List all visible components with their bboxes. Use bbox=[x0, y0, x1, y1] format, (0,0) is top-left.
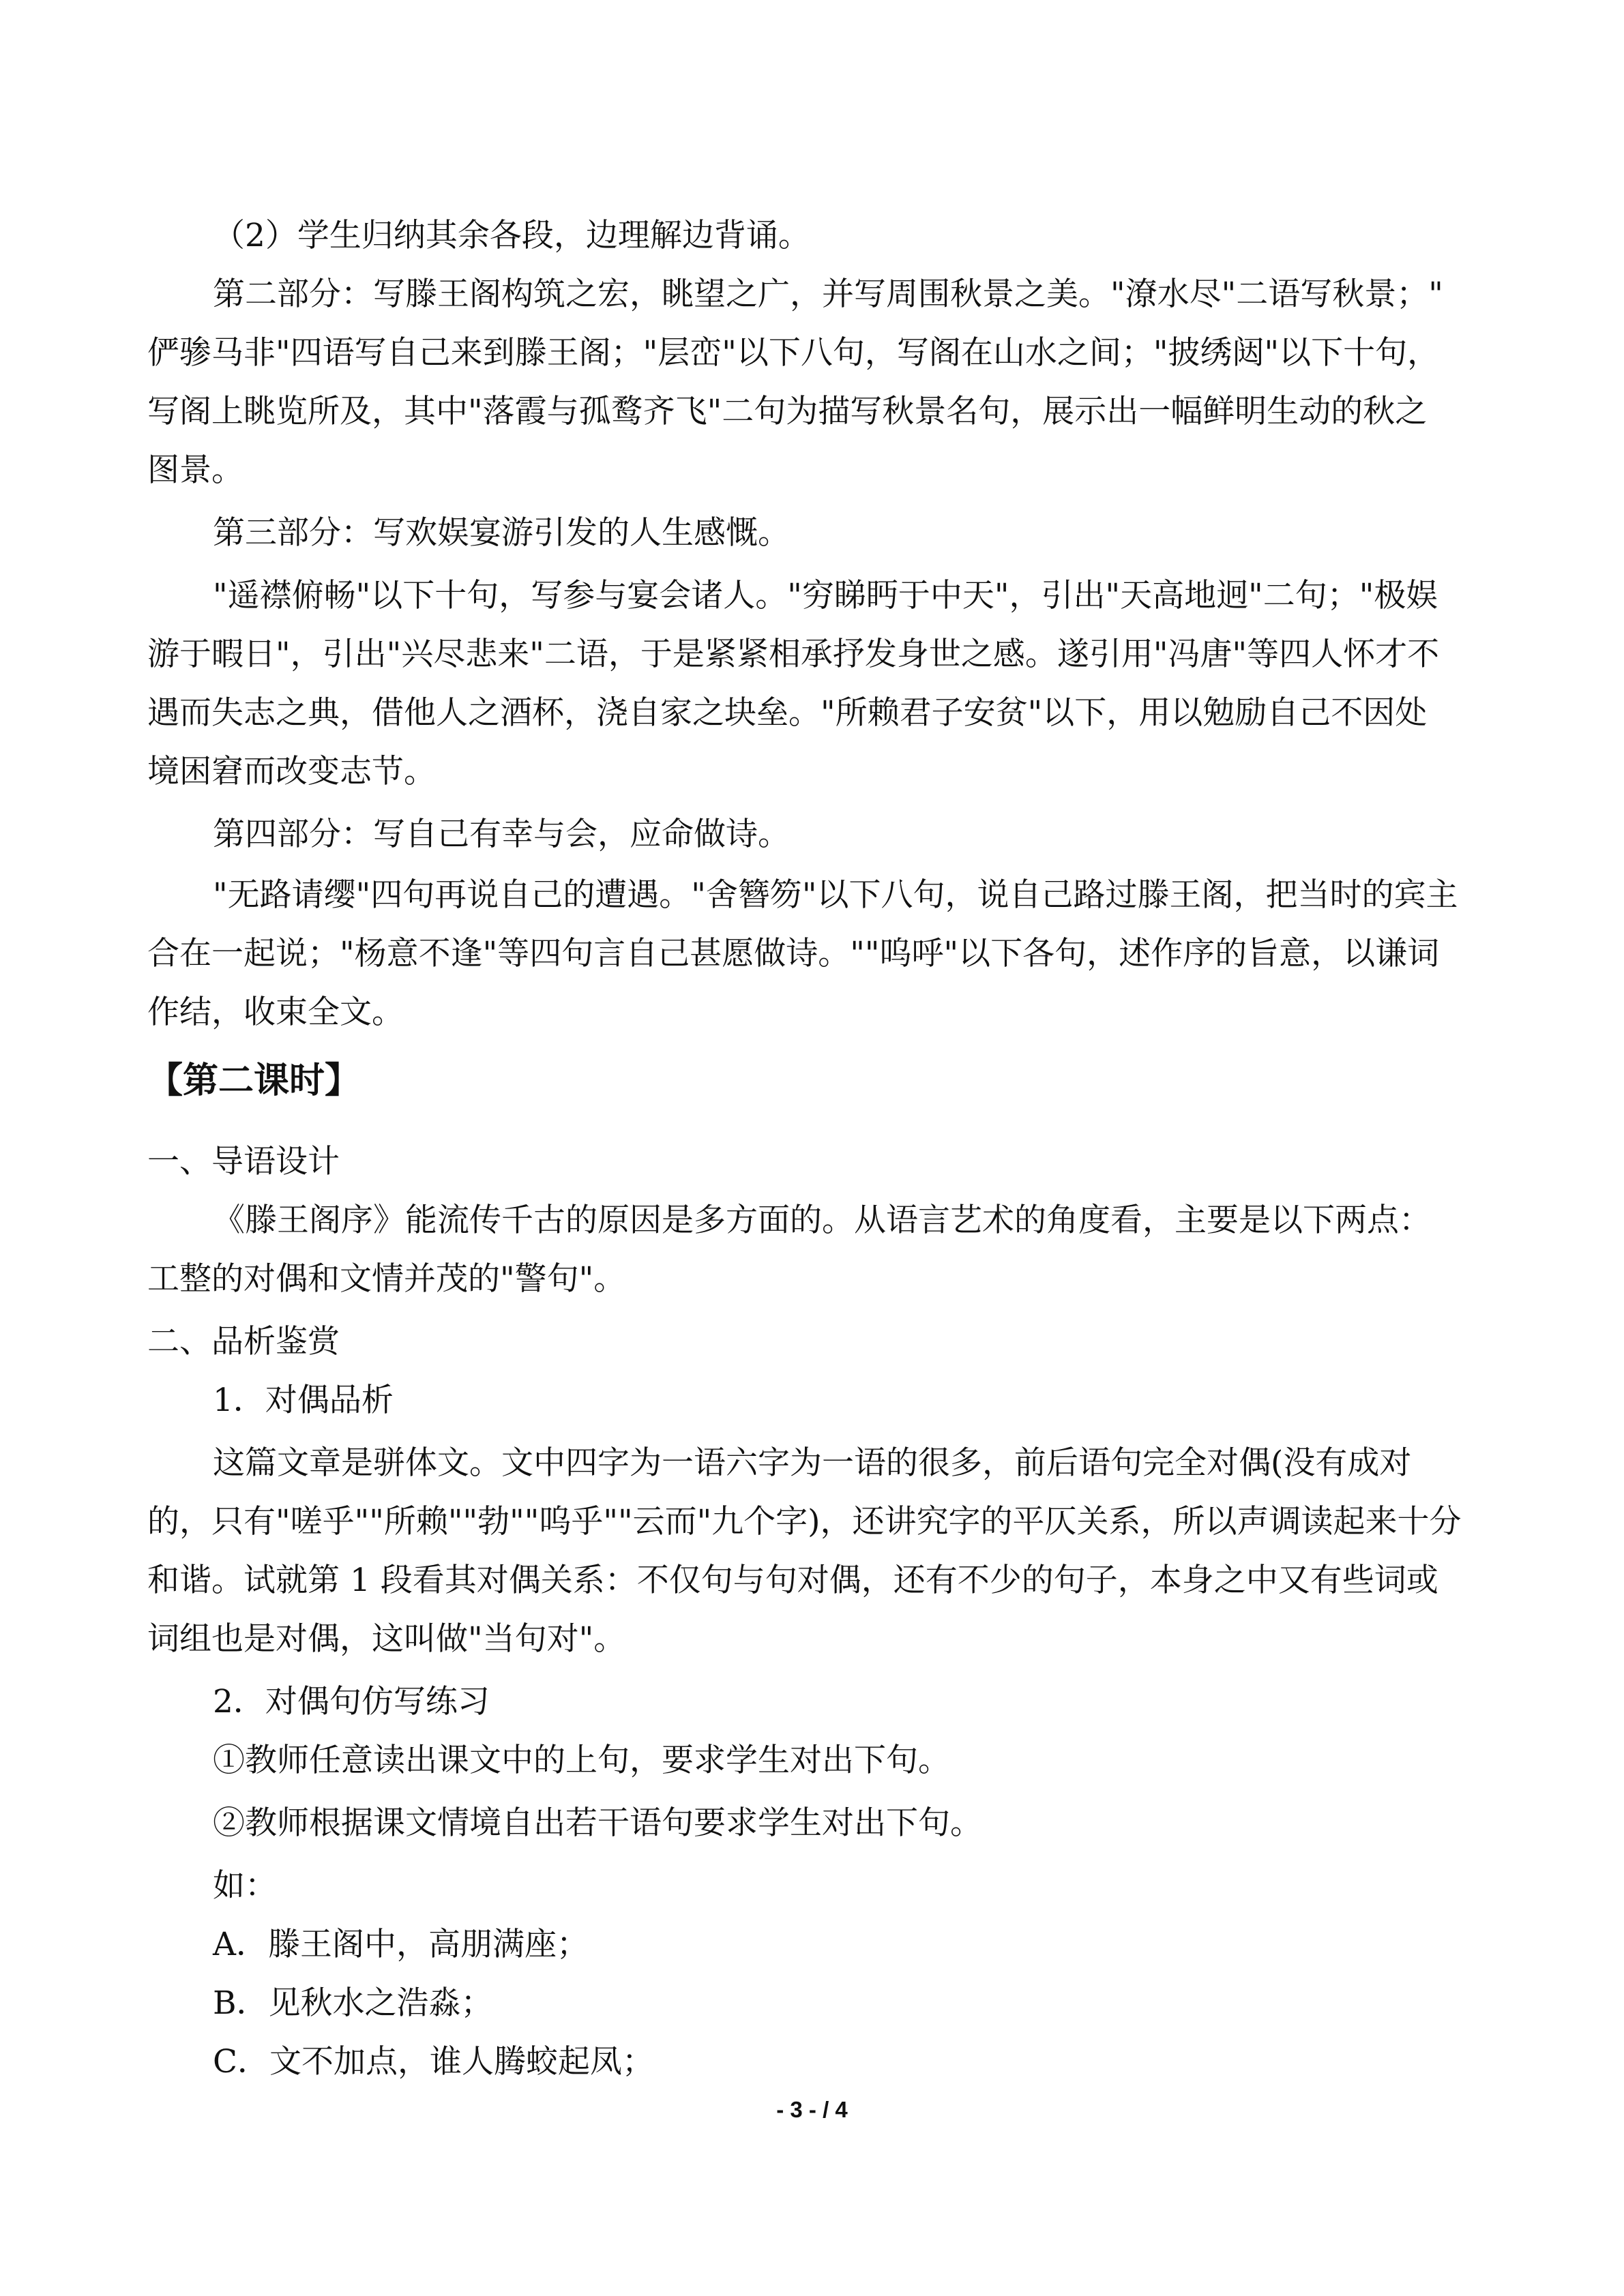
item2-step: ①教师任意读出课文中的上句，要求学生对出下句。 bbox=[213, 1742, 950, 1779]
item1-line: 这篇文章是骈体文。文中四字为一语六字为一语的很多，前后语句完全对偶(没有成对 bbox=[213, 1444, 1412, 1482]
intro-line: 《滕王阁序》能流传千古的原因是多方面的。从语言艺术的角度看，主要是以下两点： bbox=[213, 1202, 1431, 1239]
paragraph-line: 第三部分：写欢娱宴游引发的人生感慨。 bbox=[213, 514, 790, 552]
item1-line: 和谐。试就第 1 段看其对偶关系：不仅句与句对偶，还有不少的句子，本身之中又有些词或 bbox=[147, 1562, 1438, 1599]
example-item: B．见秋水之浩淼； bbox=[213, 1984, 493, 2022]
intro-title: 一、导语设计 bbox=[147, 1143, 340, 1180]
paragraph-line: 俨骖马非"四语写自己来到滕王阁；"层峦"以下八句，写阁在山水之间；"披绣闼"以下十句， bbox=[147, 334, 1440, 372]
example-item: C．文不加点，谁人腾蛟起凤； bbox=[213, 2043, 654, 2081]
item1-line: 的，只有"嗟乎""所赖""勃""呜乎""云而"九个字)，还讲究字的平仄关系，所以声调读起来十分 bbox=[147, 1503, 1462, 1540]
paragraph-line: 图景。 bbox=[147, 451, 243, 489]
item1-title: 1．对偶品析 bbox=[213, 1382, 394, 1419]
intro-line: 工整的对偶和文情并茂的"警句"。 bbox=[147, 1260, 626, 1298]
paragraph-line: 境困窘而改变志节。 bbox=[147, 753, 436, 790]
paragraph-line: 合在一起说；"杨意不逢"等四句言自己甚愿做诗。""呜呼"以下各句，述作序的旨意，以谦词 bbox=[147, 935, 1440, 972]
paragraph-line: "遥襟俯畅"以下十句，写参与宴会诸人。"穷睇眄于中天"，引出"天高地迥"二句；"极娱 bbox=[213, 577, 1438, 614]
item2-title: 2．对偶句仿写练习 bbox=[213, 1683, 490, 1720]
section-heading: 【第二课时】 bbox=[147, 1060, 361, 1101]
paragraph-line: 第二部分：写滕王阁构筑之宏，眺望之广，并写周围秋景之美。"潦水尽"二语写秋景；" bbox=[213, 275, 1443, 313]
example-label: 如： bbox=[213, 1867, 277, 1905]
paragraph-line: "无路请缨"四句再说自己的遭遇。"舍簪笏"以下八句，说自己路过滕王阁，把当时的宾主 bbox=[213, 876, 1458, 914]
example-item: A．滕王阁中，高朋满座； bbox=[213, 1926, 589, 1963]
paragraph-line: 作结，收束全文。 bbox=[147, 994, 404, 1031]
item2-step: ②教师根据课文情境自出若干语句要求学生对出下句。 bbox=[213, 1804, 982, 1842]
item1-line: 词组也是对偶，这叫做"当句对"。 bbox=[147, 1620, 626, 1658]
paragraph-line: 遇而失志之典，借他人之酒杯，浇自家之块垒。"所赖君子安贫"以下，用以勉励自己不因处 bbox=[147, 694, 1428, 732]
paragraph-line: 写阁上眺览所及，其中"落霞与孤鹜齐飞"二句为描写秋景名句，展示出一幅鲜明生动的秋之 bbox=[147, 393, 1428, 430]
appreciation-title: 二、品析鉴赏 bbox=[147, 1323, 340, 1360]
paragraph-line: 第四部分：写自己有幸与会，应命做诗。 bbox=[213, 816, 790, 853]
paragraph-line: 游于暇日"，引出"兴尽悲来"二语，于是紧紧相承抒发身世之感。遂引用"冯唐"等四人怀才不 bbox=[147, 636, 1440, 673]
page-number: - 3 - / 4 bbox=[776, 2097, 848, 2122]
paragraph-line: （2）学生归纳其余各段，边理解边背诵。 bbox=[213, 217, 810, 254]
